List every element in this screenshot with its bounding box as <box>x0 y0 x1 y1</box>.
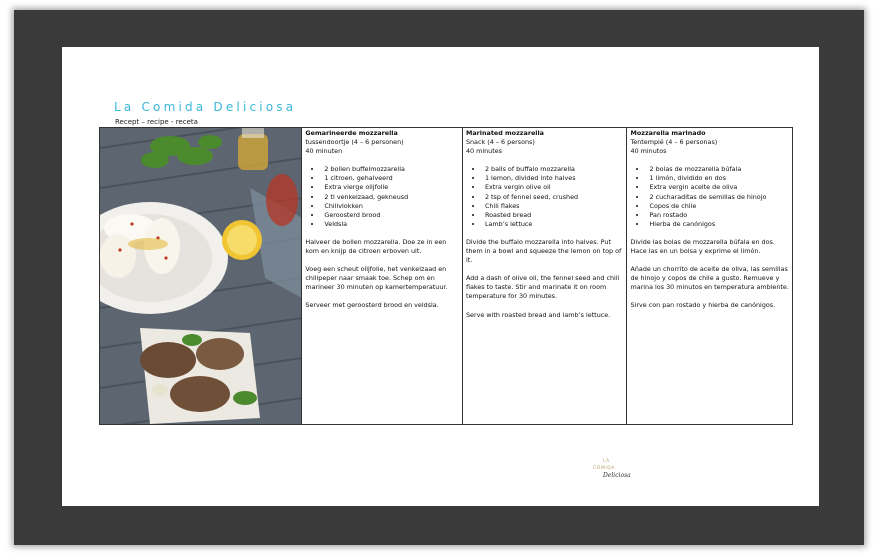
ingredient-item: • 2 balls of buffalo mozzarella <box>483 165 624 174</box>
ingredient-item: • Extra vergin olive oil <box>483 183 624 192</box>
logo-text-script: Deliciosa <box>603 472 631 479</box>
ingredient-item: • Hierba de canónigos <box>647 220 789 229</box>
ingredient-item: • Extra vergin aceite de oliva <box>647 183 789 192</box>
recipe-category: tussendoortje (4 – 6 personen) <box>305 138 404 147</box>
ingredient-item: • Lamb’s lettuce <box>483 220 624 229</box>
ingredient-item: • Copos de chile <box>647 202 789 211</box>
page-subtitle: Recept – recipe - receta <box>115 118 198 126</box>
ingredient-item: • 1 lemon, divided into halves <box>483 174 624 183</box>
food-photo-illustration <box>100 128 302 424</box>
recipe-step: Add a dash of olive oil, the fennel seed and chili flakes to taste. Stir and marinate it on room temperature for 30 minutes. <box>465 274 620 301</box>
recipe-step: Divide the buffalo mozzarella into halves. Put them in a bowl and squeeze the lemon on top of it. <box>465 237 622 265</box>
ingredient-item: • 2 bolas de mozzarella búfala <box>647 165 789 174</box>
ingredient-item: • 1 citroen, gehalveerd <box>322 174 459 183</box>
recipe-page <box>62 47 819 506</box>
ingredient-item: • Geroosterd brood <box>322 211 459 220</box>
ingredient-item: • Veldsla <box>322 220 459 229</box>
recipe-time: 40 minuten <box>305 147 343 156</box>
recipe-column-dutch <box>302 128 463 424</box>
recipe-category: Snack (4 – 6 persons) <box>465 138 535 147</box>
logo-text-mid: COMIDA <box>593 466 615 471</box>
recipe-step: Halveer de bollen mozzarella. Doe ze in een kom en knijp de citroen erboven uit. <box>305 237 447 256</box>
recipe-time: 40 minutos <box>630 147 667 156</box>
ingredient-item: • Chilivlokken <box>322 202 459 211</box>
food-photo <box>100 128 302 424</box>
ingredient-item: • 2 bollen buffelmozzarella <box>322 165 459 174</box>
ingredient-item: • 2 tl venkelzaad, gekneusd <box>322 193 459 202</box>
page-title: La Comida Deliciosa <box>114 100 297 114</box>
ingredient-list <box>305 165 459 229</box>
recipe-category: Tentempié (4 – 6 personas) <box>630 138 718 147</box>
recipe-time: 40 minutes <box>465 147 502 156</box>
recipe-name: Gemarineerde mozzarella <box>305 129 398 137</box>
ingredient-item: • Extra vierge olijfolie <box>322 183 459 192</box>
ingredient-list <box>466 165 624 229</box>
ingredient-item: • 2 tsp of fennel seed, crushed <box>483 193 624 202</box>
ingredient-item: • 1 limón, dividido en dos <box>647 174 789 183</box>
recipe-step: Divide las bolas de mozzarella búfala en dos. Hace las en un bolsa y exprime el limón. <box>630 237 775 256</box>
recipe-column-spanish <box>627 128 792 424</box>
ingredient-item: • 2 cucharaditas de semillas de hinojo <box>647 193 789 202</box>
recipe-name: Marinated mozzarella <box>465 129 544 137</box>
brand-logo <box>591 455 641 481</box>
recipe-step: Serveer met geroosterd brood en veldsla. <box>305 301 439 310</box>
recipe-step: Voeg een scheut olijfolie, het venkelzaad en chilipeper naar smaak toe. Schep om en marineer 30 minuten op kamertemperatuur. <box>305 265 448 292</box>
recipe-table <box>99 127 793 425</box>
recipe-step: Añade un chorrito de aceite de oliva, las semillas de hinojo y copos de chile a gusto. Remueve y marina los 30 minutos en temperatura ambiente. <box>630 265 789 292</box>
logo-text-top: LA <box>603 459 610 464</box>
ingredient-item: • Chili flakes <box>483 202 624 211</box>
ingredient-list <box>630 165 789 229</box>
recipe-column-english <box>463 128 628 424</box>
recipe-step: Sirve con pan rostado y hierba de canónigos. <box>630 301 776 310</box>
ingredient-item: • Pan rostado <box>647 211 789 220</box>
ingredient-item: • Roasted bread <box>483 211 624 220</box>
recipe-step: Serve with roasted bread and lamb’s lettuce. <box>465 310 611 319</box>
recipe-name: Mozzarella marinado <box>630 129 706 137</box>
